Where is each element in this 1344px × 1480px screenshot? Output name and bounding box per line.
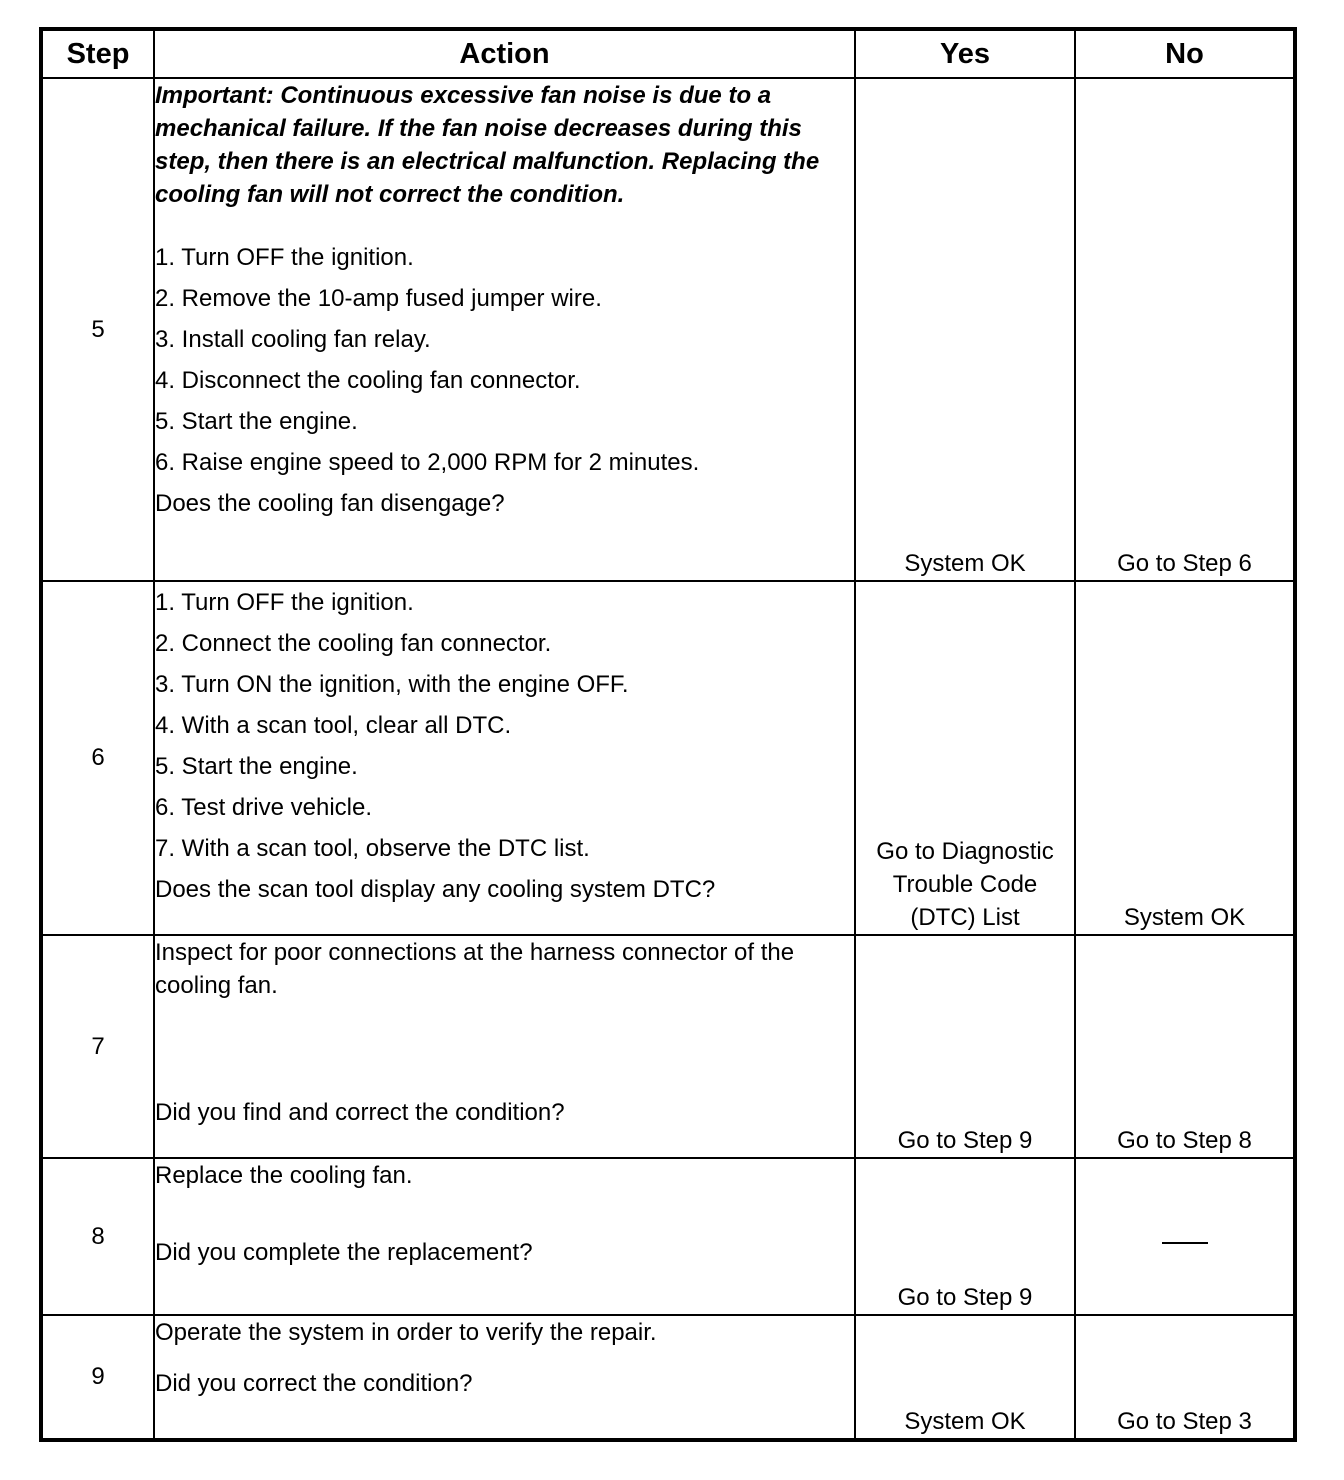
step-number: 5 <box>41 78 154 581</box>
list-item: 2. Connect the cooling fan connector. <box>155 630 552 657</box>
list-item: 2. Remove the 10-amp fused jumper wire. <box>155 285 602 312</box>
list-item: 3. Install cooling fan relay. <box>155 326 431 353</box>
list-item: 4. With a scan tool, clear all DTC. <box>155 712 512 739</box>
table-row <box>41 1315 1295 1440</box>
question-text: Did you correct the condition? <box>155 1370 473 1397</box>
no-result: Go to Step 3 <box>1075 1315 1295 1440</box>
header-row <box>41 29 1295 78</box>
list-item: 4. Disconnect the cooling fan connector. <box>155 367 581 394</box>
dash-mark <box>1162 1242 1208 1244</box>
step-number: 7 <box>41 935 154 1158</box>
table-row <box>41 1158 1295 1315</box>
question-text: Did you complete the replacement? <box>155 1239 533 1266</box>
yes-result: Go to Step 9 <box>855 1158 1075 1315</box>
list-item: 7. With a scan tool, observe the DTC list. <box>155 835 590 862</box>
action-cell <box>154 1158 855 1315</box>
yes-result: Go to Step 9 <box>855 935 1075 1158</box>
no-result: Go to Step 6 <box>1075 78 1295 581</box>
table-row <box>41 78 1295 581</box>
list-item: 6. Raise engine speed to 2,000 RPM for 2 minutes. <box>155 449 700 476</box>
list-item: 5. Start the engine. <box>155 408 358 435</box>
question-text: Does the scan tool display any cooling system DTC? <box>155 876 716 903</box>
header-step: Step <box>41 29 154 78</box>
question-text: Does the cooling fan disengage? <box>155 490 505 517</box>
instruction-text: Operate the system in order to verify the repair. <box>155 1319 657 1346</box>
yes-result <box>855 581 1075 935</box>
list-item: 6. Test drive vehicle. <box>155 794 372 821</box>
yes-result: System OK <box>855 78 1075 581</box>
header-no: No <box>1075 29 1295 78</box>
question-text: Did you find and correct the condition? <box>155 1099 565 1126</box>
step-number: 9 <box>41 1315 154 1440</box>
instruction-text: Inspect for poor connections at the harness connector of the cooling fan. <box>155 939 795 999</box>
step-number: 6 <box>41 581 154 935</box>
table-row <box>41 935 1295 1158</box>
action-cell <box>154 78 855 581</box>
no-result: Go to Step 8 <box>1075 935 1295 1158</box>
action-cell <box>154 935 855 1158</box>
action-cell <box>154 581 855 935</box>
diagnostic-table <box>39 27 1297 1442</box>
header-action: Action <box>154 29 855 78</box>
table-row <box>41 581 1295 935</box>
header-yes: Yes <box>855 29 1075 78</box>
no-result <box>1075 1158 1295 1315</box>
yes-result: System OK <box>855 1315 1075 1440</box>
important-note: Important: Continuous excessive fan noise is due to a mechanical failure. If the fan noise decreases during this step, then there is an electrical malfunction. Replacing the cooling fan will not correct the condition. <box>155 82 820 208</box>
action-cell <box>154 1315 855 1440</box>
yes-result-text: Go to Diagnostic Trouble Code (DTC) List <box>876 838 1054 931</box>
step-number: 8 <box>41 1158 154 1315</box>
instruction-text: Replace the cooling fan. <box>155 1162 413 1189</box>
no-result: System OK <box>1075 581 1295 935</box>
list-item: 3. Turn ON the ignition, with the engine OFF. <box>155 671 629 698</box>
list-item: 5. Start the engine. <box>155 753 358 780</box>
list-item: 1. Turn OFF the ignition. <box>155 244 414 271</box>
list-item: 1. Turn OFF the ignition. <box>155 589 414 616</box>
